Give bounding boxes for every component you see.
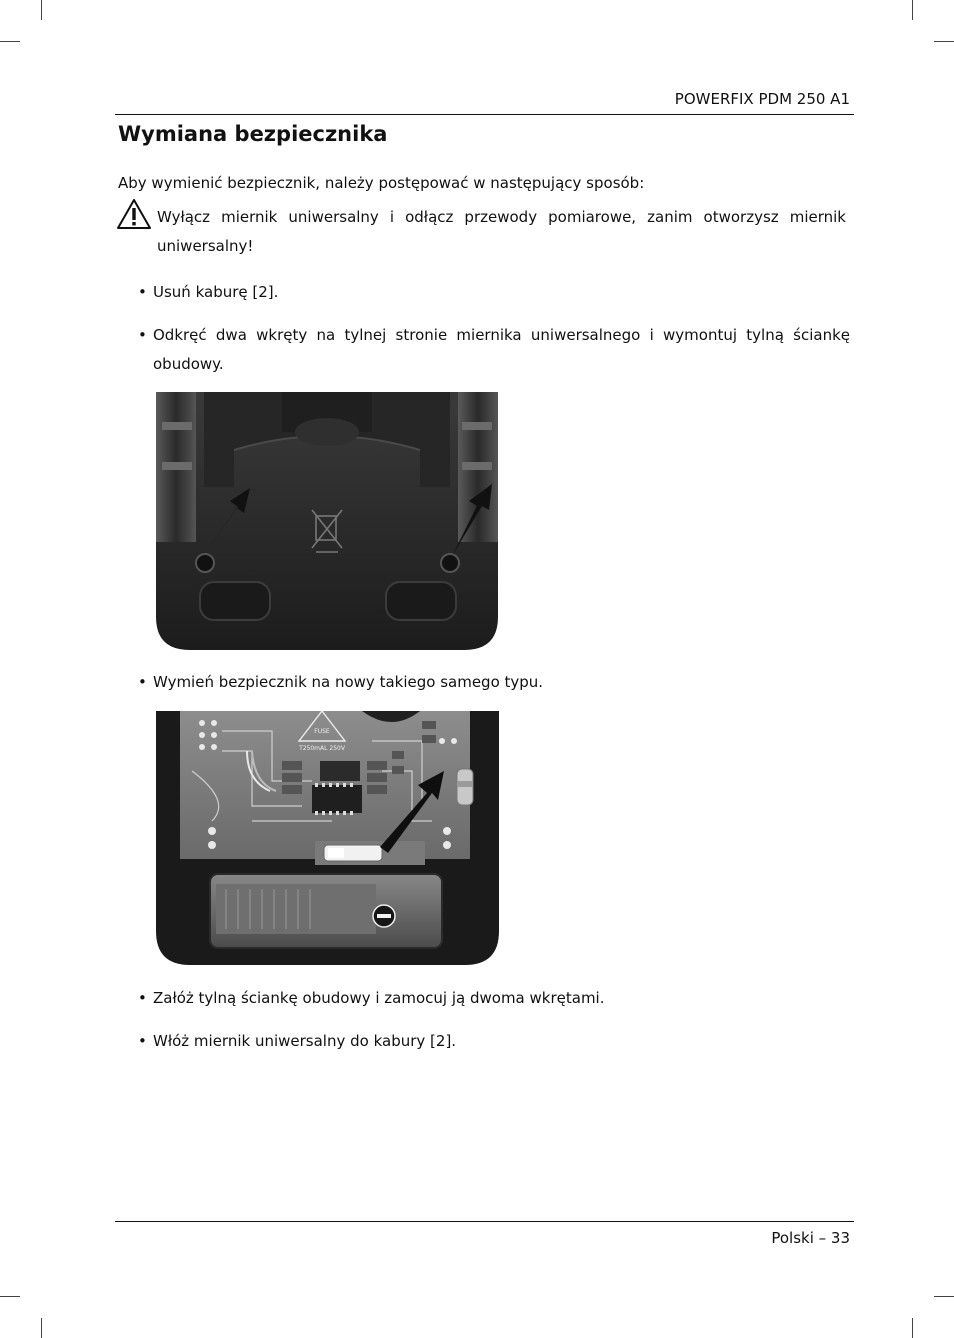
list-item [138,668,850,697]
bullet-dot: • [138,283,147,301]
footer-rule [115,1221,854,1222]
photo-fuse-pcb [152,711,503,967]
crop-mark [41,0,42,20]
list-item-text: Wymień bezpiecznik na nowy takiego samego typu. [153,673,544,691]
crop-mark [912,1318,913,1338]
photo-back-cover [152,392,503,652]
list-item-text: Odkręć dwa wkręty na tylnej stronie miernika uniwersalnego i wymontuj tylną ściankę obudowy. [153,326,850,373]
crop-mark [0,1296,20,1297]
list-item-text: Usuń kaburę [2]. [153,283,279,301]
list-item [138,321,850,379]
crop-mark [41,1318,42,1338]
bullet-dot: • [138,326,147,344]
list-item [138,278,850,307]
bullet-dot: • [138,673,147,691]
list-item-text: Włóż miernik uniwersalny do kabury [2]. [153,1032,457,1050]
list-item [138,984,850,1013]
warning-triangle-icon [117,199,151,229]
warning-text: Wyłącz miernik uniwersalny i odłącz przewody pomiarowe, zanim otworzysz miernik uniwersalny! [157,208,846,255]
fuse-rating-label: T250mAL 250V [299,745,345,752]
fuse-label: FUSE [314,728,330,735]
bullet-dot: • [138,1032,147,1050]
bullet-dot: • [138,989,147,1007]
list-item [138,1027,850,1056]
crop-mark [0,41,20,42]
page-header: POWERFIX PDM 250 A1 [674,90,850,108]
header-rule [115,114,854,115]
page-footer: Polski – 33 [771,1229,850,1247]
list-item-text: Załóż tylną ściankę obudowy i zamocuj ją dwoma wkrętami. [153,989,605,1007]
crop-mark [912,0,913,20]
crop-mark [934,41,954,42]
intro-paragraph: Aby wymienić bezpiecznik, należy postępować w następujący sposób: [118,174,645,192]
section-title: Wymiana bezpiecznika [118,122,388,146]
crop-mark [934,1296,954,1297]
